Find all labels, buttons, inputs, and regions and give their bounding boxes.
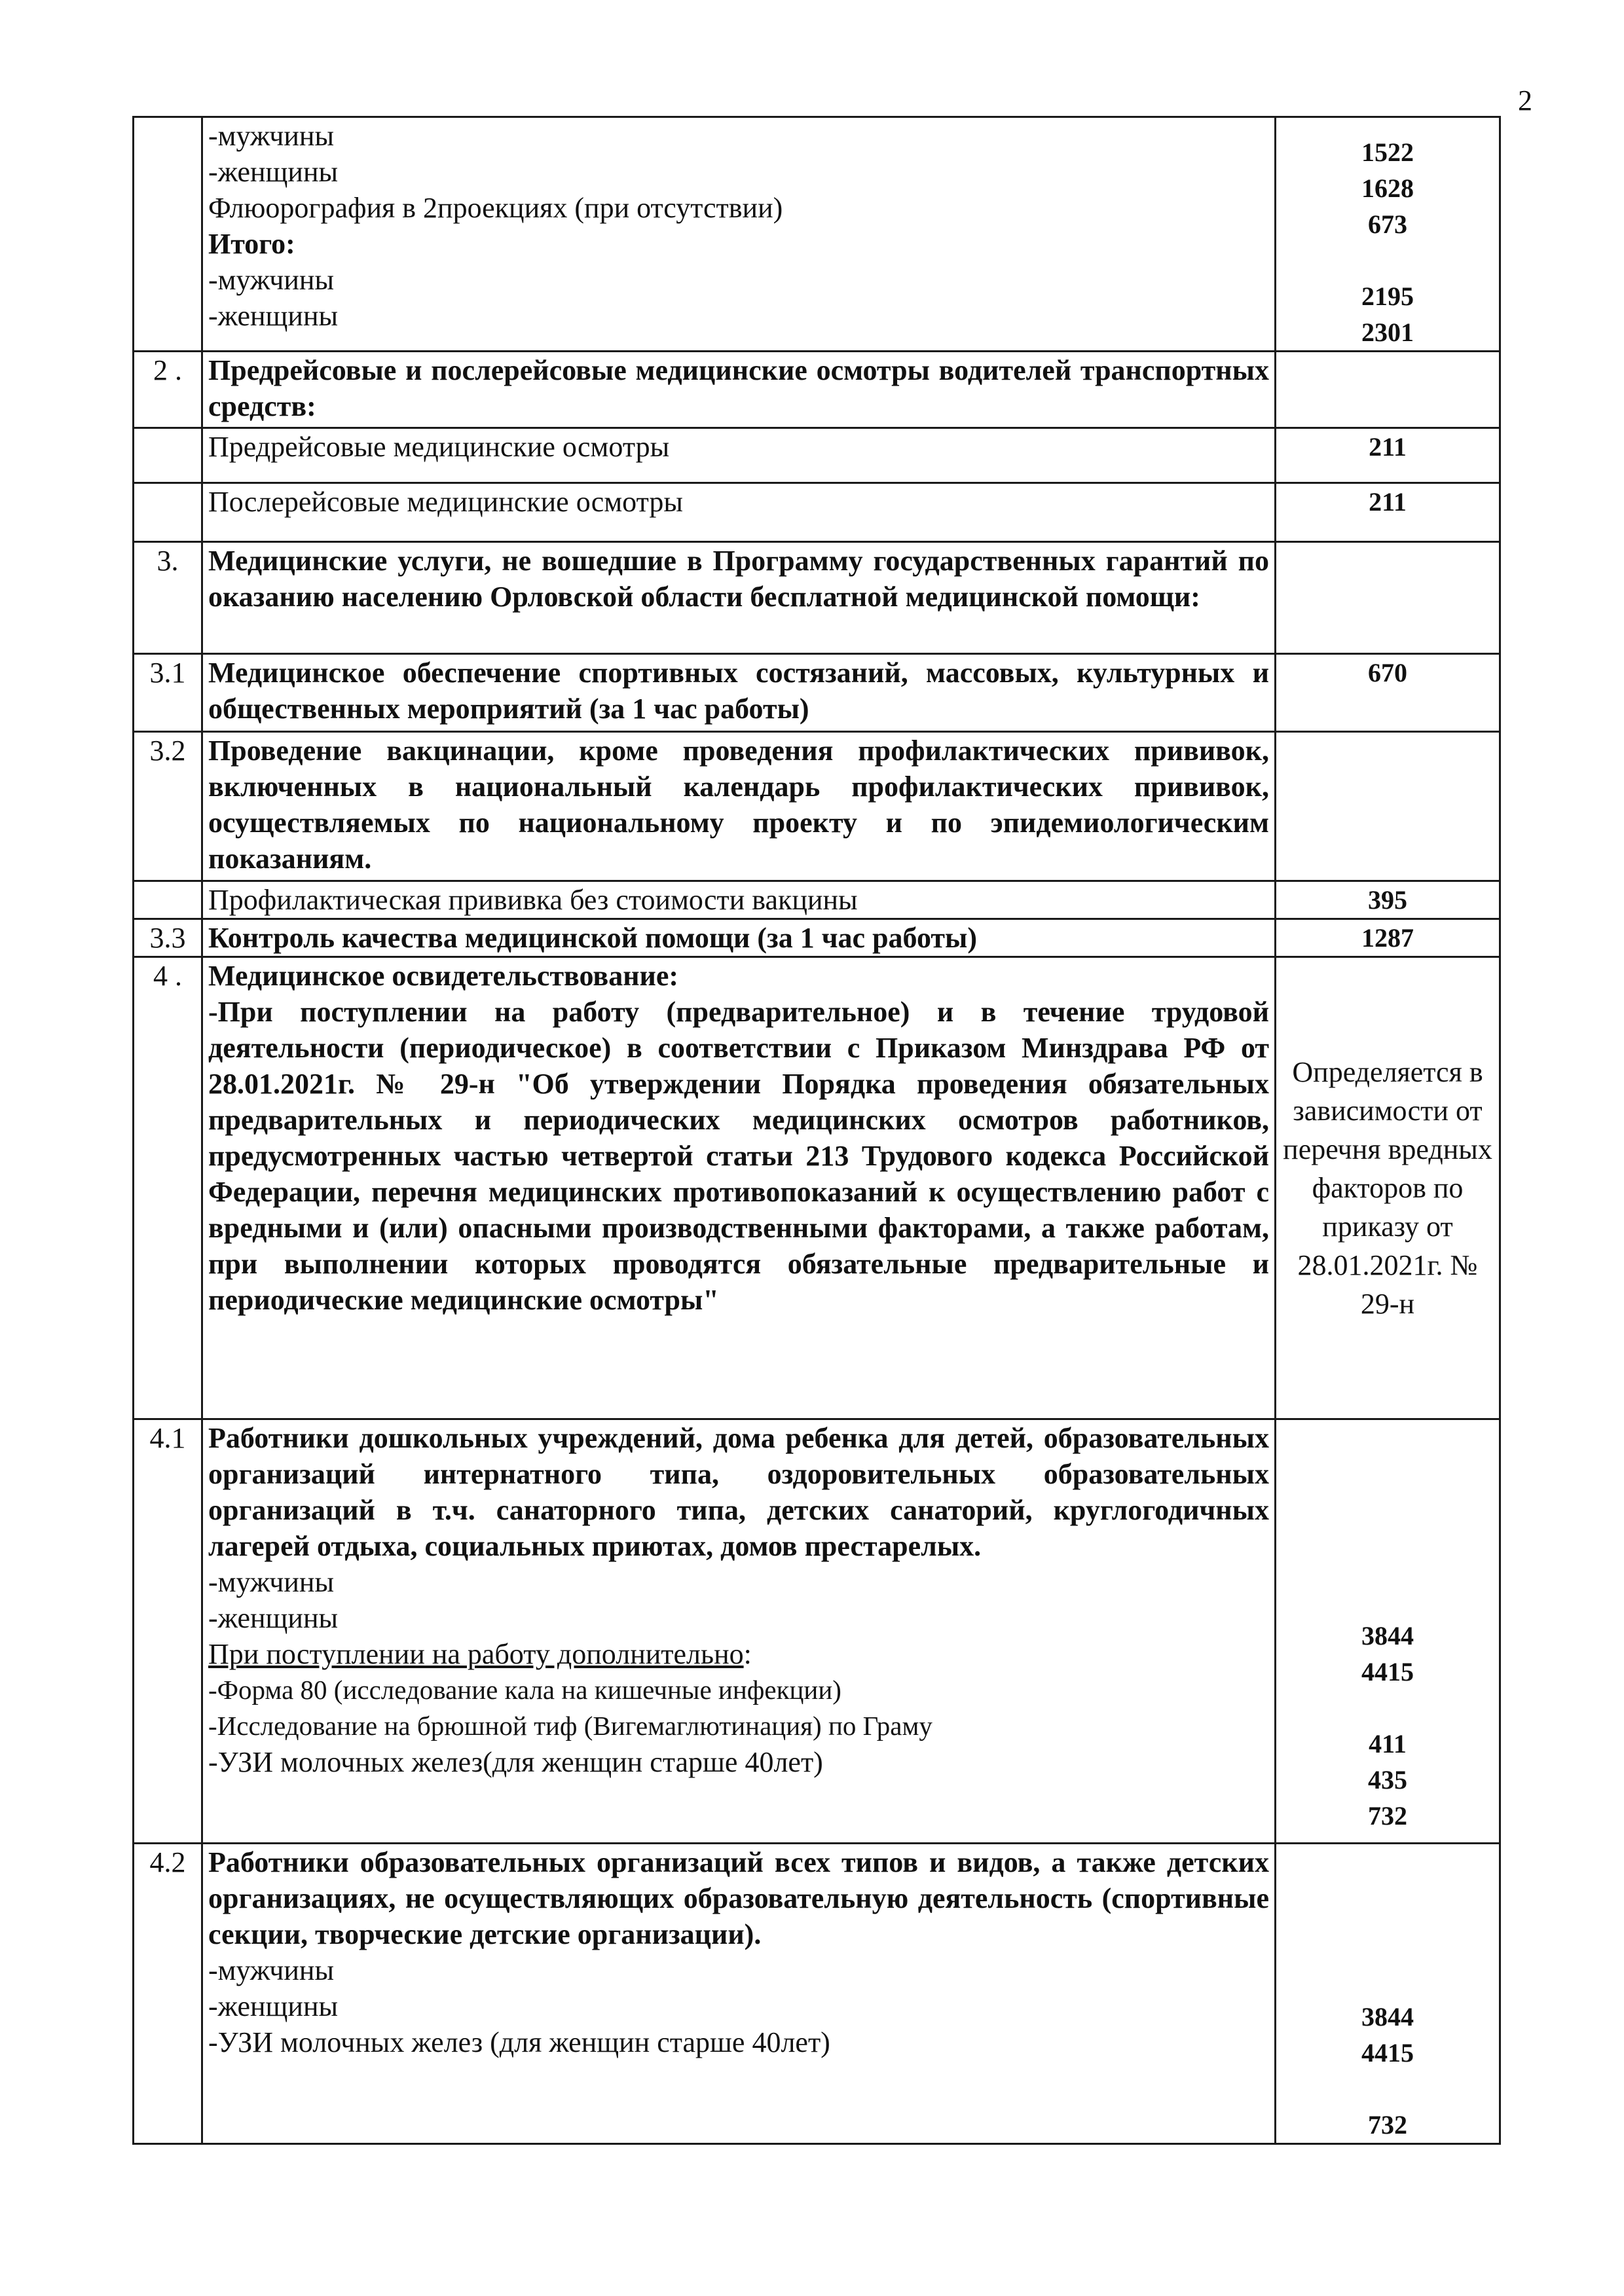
row-number: [134, 881, 202, 919]
table-row: [134, 542, 1500, 654]
row-title: Работники дошкольных учреждений, дома ребенка для детей, образовательных организаций интернатного типа, оздоровительных образовательных организаций в т.ч. санаторного типа, детских санаторий, круглогодичных лагерей отдыха, социальных приютах, домов престарелых.: [208, 1422, 1269, 1562]
value: 2195: [1361, 282, 1414, 311]
extra-heading-line: [208, 1636, 1269, 1672]
value: 732: [1368, 2110, 1407, 2140]
row-title: Медицинское освидетельствование:: [208, 960, 679, 992]
value: 732: [1368, 1801, 1407, 1831]
row-value: [1276, 117, 1500, 352]
row-value: [1276, 1844, 1500, 2144]
table-row: [134, 1844, 1500, 2144]
row-number: 3.3: [134, 919, 202, 957]
table-row: [134, 732, 1500, 881]
row-value: [1276, 542, 1500, 654]
row-text: Медицинские услуги, не вошедшие в Программу государственных гарантий по оказанию населению Орловской области бесплатной медицинской помощи:: [202, 542, 1276, 654]
row-number: 2 .: [134, 352, 202, 428]
row-number: 3.: [134, 542, 202, 654]
row-text: [202, 117, 1276, 352]
row-text: Предрейсовые и послерейсовые медицинские осмотры водителей транспортных средств:: [202, 352, 1276, 428]
row-value: 670: [1276, 654, 1500, 732]
line-women-total: -женщины: [208, 300, 339, 332]
line-women: -женщины: [208, 1990, 339, 2022]
row-text: Медицинское обеспечение спортивных состязаний, массовых, культурных и общественных мероприятий (за 1 час работы): [202, 654, 1276, 732]
table-row: [134, 483, 1500, 542]
row-number: 4 .: [134, 957, 202, 1419]
value: 3844: [1361, 2002, 1414, 2032]
price-table: [132, 116, 1501, 2145]
row-number: [134, 428, 202, 483]
extra-item: -Форма 80 (исследование кала на кишечные инфекции): [208, 1675, 841, 1705]
table-row: [134, 919, 1500, 957]
table-row: [134, 428, 1500, 483]
row-value: 395: [1276, 881, 1500, 919]
row-value: 211: [1276, 428, 1500, 483]
row-value: [1276, 1419, 1500, 1844]
row-number: 3.1: [134, 654, 202, 732]
row-text: Проведение вакцинации, кроме проведения профилактических прививок, включенных в национальный календарь профилактических прививок, осуществляемых по национальному проекту и по эпидемиологическим показаниям.: [202, 732, 1276, 881]
row-number: [134, 483, 202, 542]
row-number: 3.2: [134, 732, 202, 881]
value: 4415: [1361, 2038, 1414, 2068]
row-text: [202, 1419, 1276, 1844]
extra-item: -УЗИ молочных желез (для женщин старше 40лет): [208, 2026, 830, 2058]
value: 2301: [1361, 318, 1414, 347]
row-value: 211: [1276, 483, 1500, 542]
value: 435: [1368, 1765, 1407, 1795]
extra-item: -Исследование на брюшной тиф (Вигемаглютинация) по Граму: [208, 1711, 932, 1741]
row-number: [134, 117, 202, 352]
value: 673: [1368, 210, 1407, 239]
line-women: -женщины: [208, 1602, 339, 1634]
line-fluoro: Флюорография в 2проекциях (при отсутствии): [208, 192, 783, 224]
row-text: [202, 957, 1276, 1419]
line-total: Итого:: [208, 228, 295, 260]
table-row: [134, 117, 1500, 352]
row-text: Контроль качества медицинской помощи (за 1 час работы): [202, 919, 1276, 957]
row-value: 1287: [1276, 919, 1500, 957]
value: 4415: [1361, 1657, 1414, 1686]
value: 1628: [1361, 173, 1414, 203]
row-note: Определяется в зависимости от перечня вредных факторов по приказу от 28.01.2021г. № 29-н: [1276, 957, 1500, 1419]
value: 411: [1369, 1729, 1407, 1758]
table-row: [134, 957, 1500, 1419]
extra-heading: При поступлении на работу дополнительно: [208, 1638, 744, 1670]
table-row: [134, 352, 1500, 428]
row-text: Профилактическая прививка без стоимости вакцины: [202, 881, 1276, 919]
line-men: -мужчины: [208, 120, 335, 152]
row-title: Работники образовательных организаций всех типов и видов, а также детских организациях, не осуществляющих образовательную деятельность (спортивные секции, творческие детские организации).: [208, 1846, 1269, 1950]
row-text: Предрейсовые медицинские осмотры: [202, 428, 1276, 483]
value: 3844: [1361, 1621, 1414, 1650]
table-row: [134, 654, 1500, 732]
line-women: -женщины: [208, 156, 339, 188]
extra-heading-colon: :: [743, 1638, 752, 1670]
row-number: 4.1: [134, 1419, 202, 1844]
page-number: 2: [1518, 84, 1532, 117]
row-number: 4.2: [134, 1844, 202, 2144]
row-text: Послерейсовые медицинские осмотры: [202, 483, 1276, 542]
line-men: -мужчины: [208, 1566, 335, 1598]
line-men-total: -мужчины: [208, 264, 335, 296]
row-text: [202, 1844, 1276, 2144]
value: 1522: [1361, 137, 1414, 167]
row-value: [1276, 732, 1500, 881]
extra-item: -УЗИ молочных желез(для женщин старше 40лет): [208, 1746, 823, 1778]
table-row: [134, 881, 1500, 919]
table-row: [134, 1419, 1500, 1844]
row-value: [1276, 352, 1500, 428]
row-description: -При поступлении на работу (предварительное) и в течение трудовой деятельности (периодическое) в соответствии с Приказом Минздрава РФ от 28.01.2021г. № 29-н "Об утверждении Порядка проведения обязательных предварительных и периодических медицинских осмотров работников, предусмотренных частью четвертой статьи 213 Трудового кодекса Российской Федерации, перечня медицинских противопоказаний к осуществлению работ с вредными и (или) опасными производственными факторами, а также работам, при выполнении которых проводятся обязательные предварительные и периодические медицинские осмотры": [208, 996, 1269, 1316]
line-men: -мужчины: [208, 1954, 335, 1986]
